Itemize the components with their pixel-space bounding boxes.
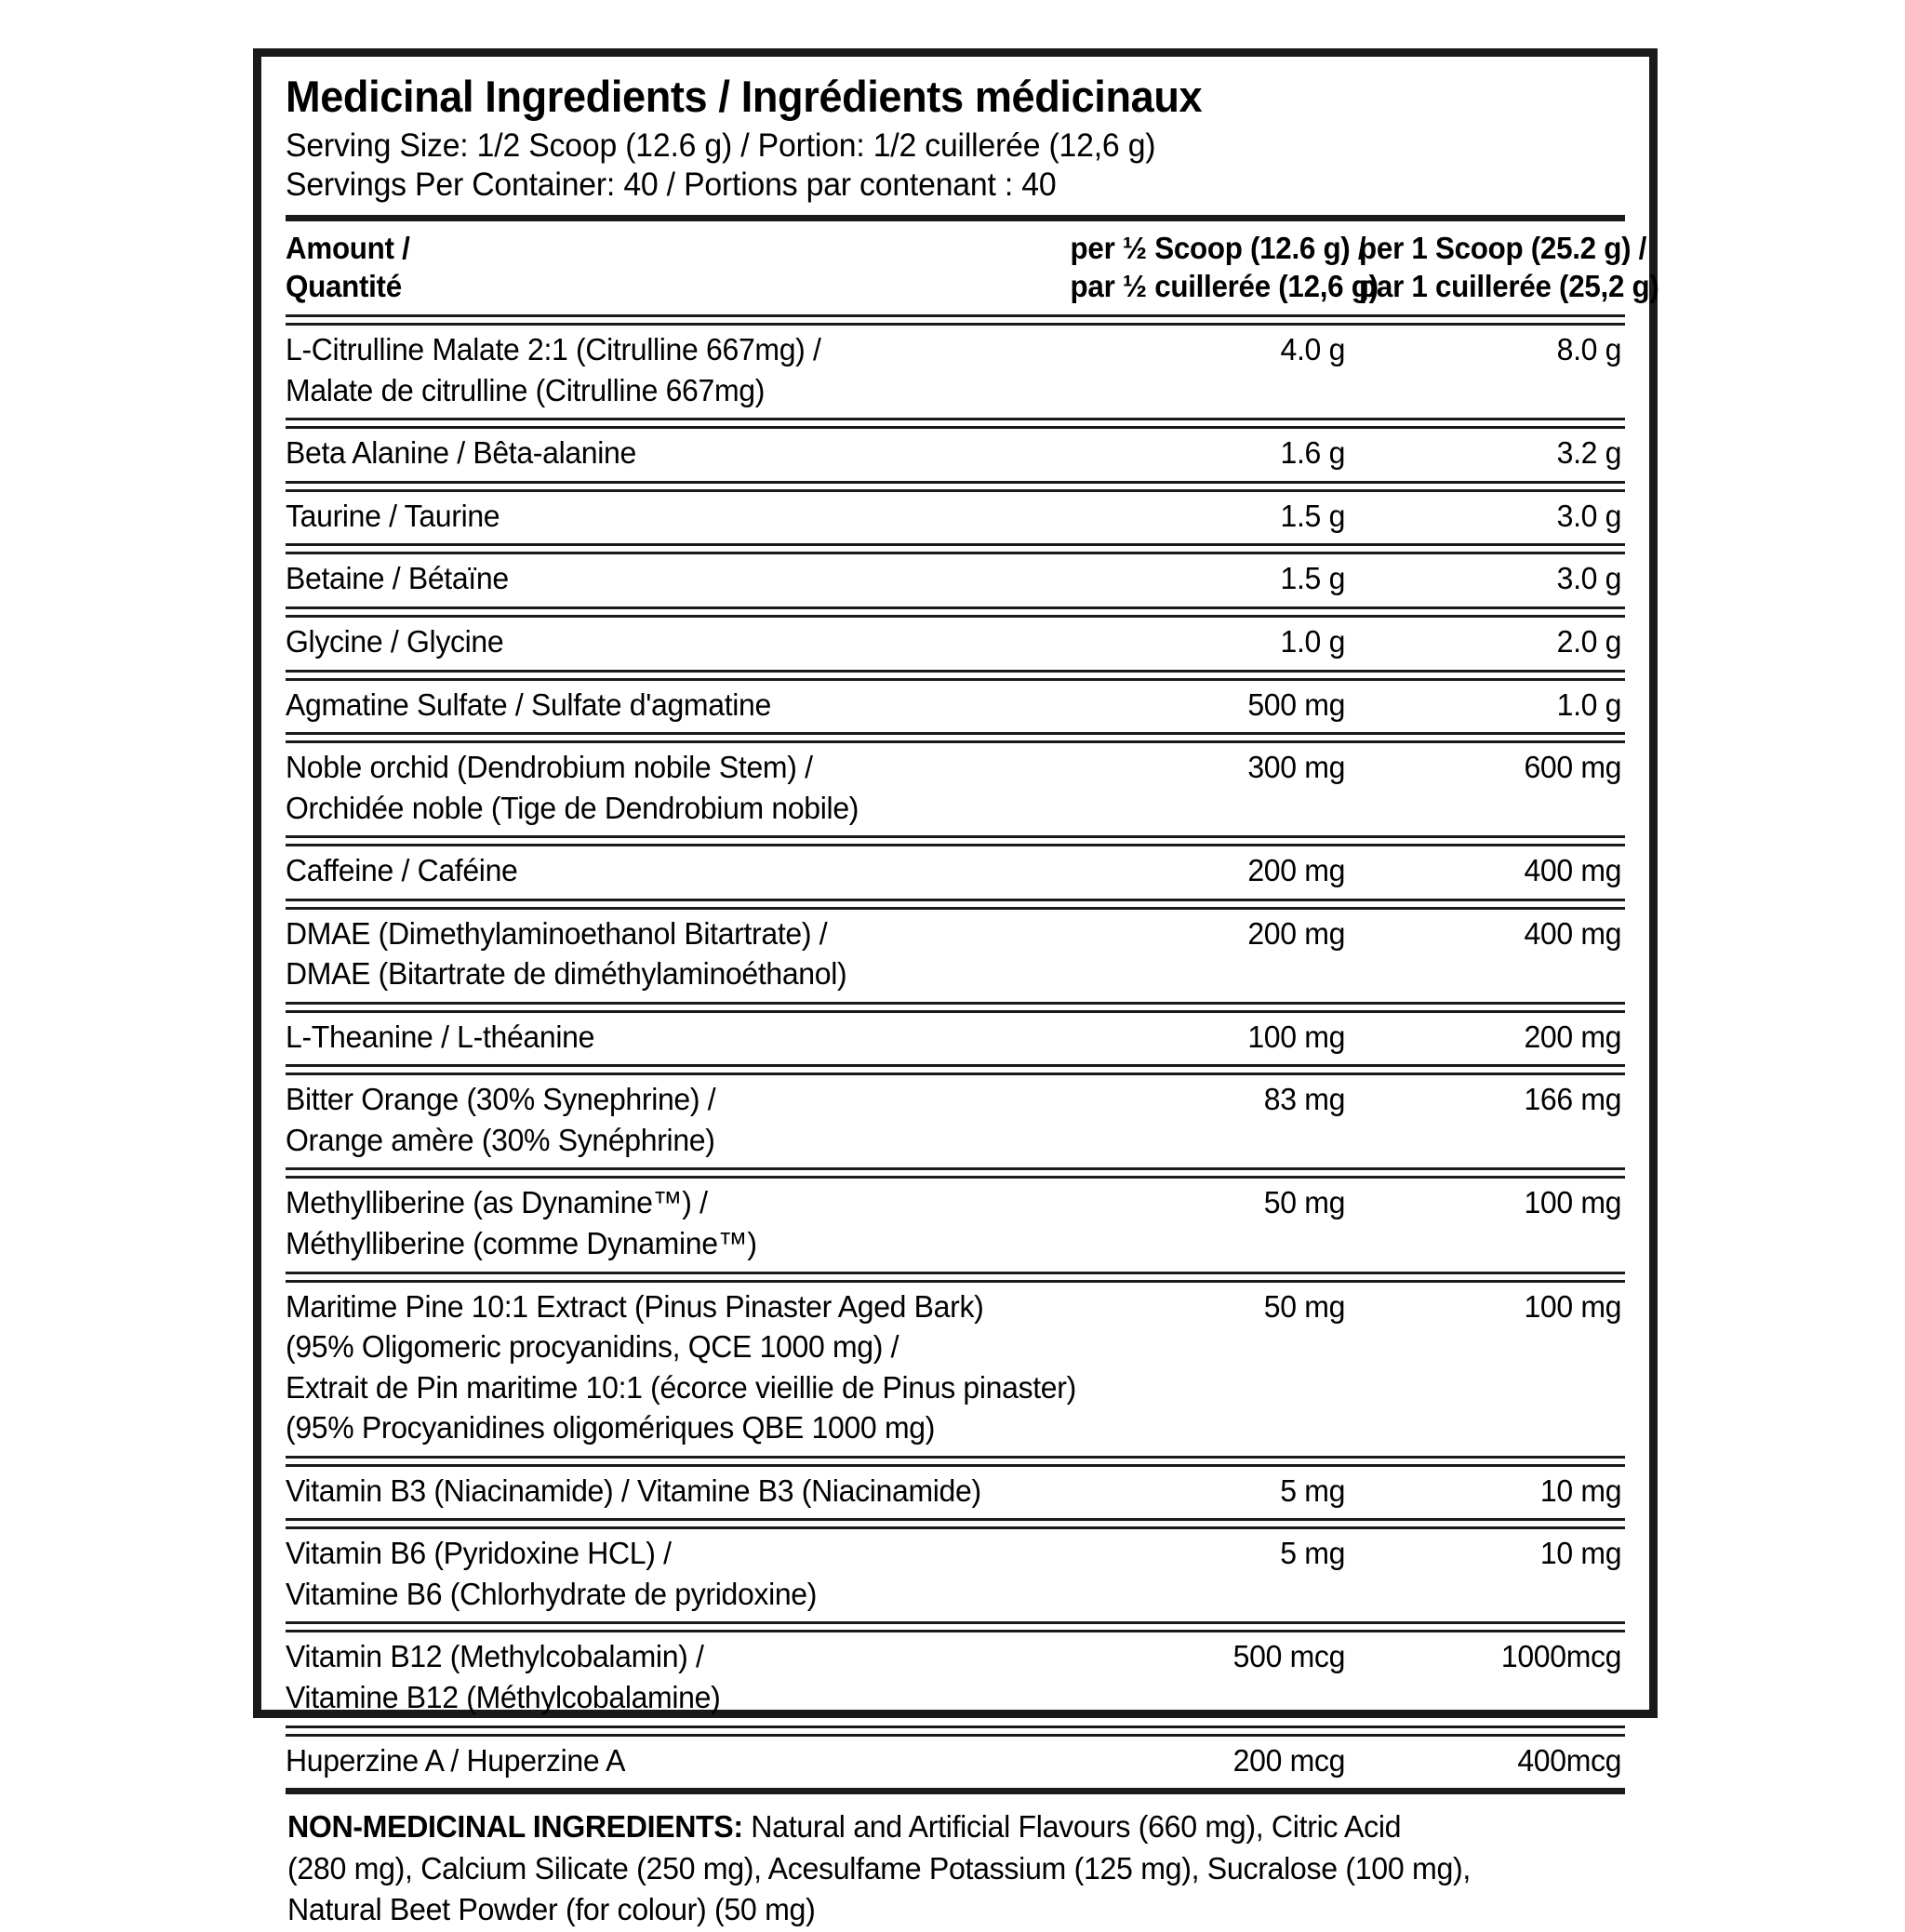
row-separator	[286, 1167, 1625, 1179]
amount-half-scoop: 200 mg	[1247, 854, 1346, 889]
table-row	[286, 554, 1625, 606]
table-row	[286, 1283, 1625, 1456]
amount-full-scoop-cell	[1345, 492, 1625, 544]
ingredient-name-line: DMAE (Bitartrate de diméthylaminoéthanol)	[286, 957, 847, 993]
ingredient-name-cell	[286, 554, 1056, 606]
amount-full-scoop-cell	[1345, 554, 1625, 606]
ingredient-name-cell	[286, 1632, 1056, 1725]
table-row	[286, 1737, 1625, 1789]
amount-full-scoop: 3.0 g	[1556, 562, 1622, 597]
row-separator-cell	[286, 1002, 1625, 1013]
amount-half-scoop: 1.0 g	[1280, 625, 1346, 660]
row-separator-cell	[286, 732, 1625, 743]
amount-half-scoop-cell	[1056, 681, 1345, 733]
amount-half-scoop: 100 mg	[1247, 1019, 1346, 1055]
amount-full-scoop-cell	[1345, 1529, 1625, 1621]
ingredient-name-cell	[286, 910, 1056, 1002]
amount-full-scoop: 100 mg	[1524, 1186, 1622, 1221]
amount-half-scoop: 5 mg	[1280, 1473, 1346, 1509]
header-top-rule	[286, 215, 1625, 221]
amount-full-scoop: 400 mg	[1524, 916, 1622, 952]
amount-full-scoop-cell	[1345, 1283, 1625, 1456]
row-separator-cell	[286, 1456, 1625, 1467]
amount-full-scoop: 200 mg	[1524, 1019, 1622, 1055]
ingredient-name-line: Vitamine B6 (Chlorhydrate de pyridoxine)	[286, 1577, 818, 1612]
table-row	[286, 1179, 1625, 1271]
amount-full-scoop-cell	[1345, 743, 1625, 835]
row-separator-bar	[286, 314, 1625, 326]
table-row	[286, 910, 1625, 1002]
table-row	[286, 743, 1625, 835]
row-separator	[286, 314, 1625, 326]
ingredient-name-cell	[286, 1529, 1056, 1621]
amount-half-scoop: 500 mcg	[1232, 1640, 1346, 1675]
amount-full-scoop: 2.0 g	[1556, 625, 1622, 660]
table-row	[286, 1529, 1625, 1621]
row-separator-cell	[286, 670, 1625, 681]
supplement-facts-panel	[253, 48, 1659, 1928]
row-separator-bar	[286, 899, 1625, 910]
amount-half-scoop: 200 mcg	[1232, 1743, 1346, 1779]
amount-full-scoop-cell	[1345, 910, 1625, 1002]
ingredient-name	[286, 1283, 1076, 1456]
row-separator-cell	[286, 314, 1625, 326]
ingredient-name-line: Huperzine A / Huperzine A	[286, 1743, 626, 1779]
row-separator-bar	[286, 481, 1625, 492]
amount-full-scoop: 100 mg	[1524, 1289, 1622, 1325]
amount-half-scoop-cell	[1056, 492, 1345, 544]
row-separator-bar	[286, 1272, 1625, 1283]
amount-full-scoop-cell	[1345, 618, 1625, 670]
serving-size-line: Serving Size: 1/2 Scoop (12.6 g) / Portion: 1/2 cuillerée (12,6 g)	[286, 127, 1156, 164]
ingredient-name-line: (95% Oligomeric procyanidins, QCE 1000 mg) /	[286, 1330, 899, 1366]
row-separator-bar	[286, 1064, 1625, 1075]
ingredient-name-line: Noble orchid (Dendrobium nobile Stem) /	[286, 751, 813, 786]
ingredient-name-line: Extrait de Pin maritime 10:1 (écorce vieillie de Pinus pinaster)	[286, 1370, 1076, 1406]
nmi-text-1: Natural and Artificial Flavours (660 mg), Citric Acid	[742, 1810, 1402, 1845]
ingredient-name-cell	[286, 846, 1056, 899]
amount-half-scoop-cell	[1056, 1013, 1345, 1065]
amount-full-scoop-cell	[1345, 1632, 1625, 1725]
amount-half-scoop-cell	[1056, 1179, 1345, 1271]
amount-half-scoop: 300 mg	[1247, 751, 1346, 786]
row-separator	[286, 670, 1625, 681]
amount-half-scoop-cell	[1056, 1467, 1345, 1519]
ingredient-name	[286, 1529, 1021, 1621]
amount-full-scoop-cell	[1345, 1737, 1625, 1789]
ingredient-name-line: Malate de citrulline (Citrulline 667mg)	[286, 373, 766, 408]
row-separator	[286, 606, 1625, 618]
nmi-line-2: (280 mg), Calcium Silicate (250 mg), Acesulfame Potassium (125 mg), Sucralose (100 mg),	[287, 1851, 1471, 1886]
ingredient-name-line: (95% Procyanidines oligomériques QBE 1000 mg)	[286, 1411, 936, 1446]
ingredient-name	[286, 1179, 1021, 1271]
row-separator-cell	[286, 543, 1625, 554]
ingredient-name	[286, 326, 1021, 418]
amount-full-scoop: 400mcg	[1517, 1743, 1622, 1779]
table-header-row	[286, 221, 1625, 314]
ingredient-name-line: Bitter Orange (30% Synephrine) /	[286, 1083, 716, 1118]
amount-half-scoop-cell	[1056, 429, 1345, 481]
ingredient-name	[286, 618, 1021, 670]
amount-half-scoop-cell	[1056, 910, 1345, 1002]
table-row	[286, 326, 1625, 418]
ingredient-name	[286, 1075, 1021, 1167]
row-separator-cell	[286, 1518, 1625, 1529]
ingredient-name-cell	[286, 1283, 1076, 1456]
row-separator	[286, 1064, 1625, 1075]
ingredient-name-line: Caffeine / Caféine	[286, 854, 518, 889]
row-separator	[286, 835, 1625, 846]
ingredient-name-line: Glycine / Glycine	[286, 625, 504, 660]
ingredient-name	[286, 429, 1021, 481]
amount-full-scoop: 600 mg	[1524, 751, 1622, 786]
column-header-full-scoop-line1: per 1 Scoop (25.2 g) /	[1359, 231, 1647, 266]
amount-half-scoop: 500 mg	[1247, 687, 1346, 723]
row-separator	[286, 1725, 1625, 1737]
row-separator-bar	[286, 835, 1625, 846]
amount-full-scoop-cell	[1345, 1467, 1625, 1519]
ingredient-name-cell	[286, 429, 1056, 481]
ingredient-name-line: Agmatine Sulfate / Sulfate d'agmatine	[286, 687, 771, 723]
row-separator-cell	[286, 1064, 1625, 1075]
row-separator	[286, 899, 1625, 910]
ingredient-name	[286, 554, 1021, 606]
table-row	[286, 1075, 1625, 1167]
amount-full-scoop-cell	[1345, 681, 1625, 733]
row-separator-cell	[286, 1725, 1625, 1737]
non-medicinal-ingredients	[286, 1794, 1625, 1932]
ingredient-name-line: Vitamin B12 (Methylcobalamin) /	[286, 1640, 704, 1675]
ingredient-name	[286, 846, 1021, 899]
ingredient-name-line: Vitamin B3 (Niacinamide) / Vitamine B3 (Niacinamide)	[286, 1473, 981, 1509]
ingredient-name-cell	[286, 618, 1056, 670]
ingredient-name	[286, 1737, 1021, 1789]
ingredient-name-line: Beta Alanine / Bêta-alanine	[286, 436, 636, 472]
column-header-full-scoop	[1359, 221, 1659, 314]
row-separator-bar	[286, 543, 1625, 554]
ingredients-table	[286, 221, 1659, 1788]
row-separator	[286, 1621, 1625, 1632]
ingredient-name-line: Méthylliberine (comme Dynamine™)	[286, 1227, 757, 1262]
ingredient-name-line: DMAE (Dimethylaminoethanol Bitartrate) /	[286, 916, 828, 952]
row-separator	[286, 1002, 1625, 1013]
ingredient-name-line: Methylliberine (as Dynamine™) /	[286, 1186, 708, 1221]
row-separator-cell	[286, 418, 1625, 429]
amount-full-scoop: 166 mg	[1524, 1083, 1622, 1118]
ingredient-name-cell	[286, 1467, 1056, 1519]
ingredient-name-line: Betaine / Bétaïne	[286, 562, 509, 597]
amount-half-scoop: 1.5 g	[1280, 562, 1346, 597]
ingredient-name-cell	[286, 681, 1056, 733]
panel-inner	[261, 57, 1659, 1928]
table-row	[286, 429, 1625, 481]
ingredient-name	[286, 1467, 1021, 1519]
ingredient-name-line: Maritime Pine 10:1 Extract (Pinus Pinaster Aged Bark)	[286, 1289, 984, 1325]
amount-full-scoop-cell	[1345, 429, 1625, 481]
amount-full-scoop: 8.0 g	[1556, 333, 1622, 368]
row-separator-cell	[286, 899, 1625, 910]
nmi-label: NON-MEDICINAL INGREDIENTS:	[287, 1810, 743, 1845]
amount-half-scoop-cell	[1056, 1529, 1345, 1621]
ingredient-name-line: Orange amère (30% Synéphrine)	[286, 1123, 715, 1158]
ingredient-name-line: Taurine / Taurine	[286, 499, 500, 534]
ingredient-name-cell	[286, 1737, 1056, 1789]
ingredient-name-line: L-Theanine / L-théanine	[286, 1019, 595, 1055]
row-separator-cell	[286, 1167, 1625, 1179]
column-header-half-scoop	[1070, 221, 1379, 314]
amount-full-scoop-cell	[1345, 1013, 1625, 1065]
column-header-half-scoop-line2: par ½ cuillerée (12,6 g)	[1070, 268, 1379, 303]
amount-half-scoop: 50 mg	[1263, 1289, 1346, 1325]
amount-full-scoop: 10 mg	[1539, 1537, 1622, 1572]
amount-full-scoop-cell	[1345, 326, 1625, 418]
amount-half-scoop: 1.5 g	[1280, 499, 1346, 534]
amount-half-scoop-cell	[1056, 326, 1345, 418]
row-separator-cell	[286, 1272, 1625, 1283]
amount-half-scoop-cell	[1056, 743, 1345, 835]
ingredient-name-cell	[286, 1179, 1056, 1271]
amount-full-scoop: 1000mcg	[1500, 1640, 1622, 1675]
ingredient-name-cell	[286, 492, 1056, 544]
amount-full-scoop-cell	[1345, 1075, 1625, 1167]
ingredient-name	[286, 910, 1021, 1002]
ingredient-name	[286, 1013, 1021, 1065]
column-header-amount-line1: Amount /	[286, 231, 410, 266]
row-separator-bar	[286, 418, 1625, 429]
amount-half-scoop-cell	[1056, 618, 1345, 670]
row-separator	[286, 1518, 1625, 1529]
ingredient-name-line: Vitamin B6 (Pyridoxine HCL) /	[286, 1537, 672, 1572]
amount-half-scoop-cell	[1056, 846, 1345, 899]
amount-full-scoop-cell	[1345, 846, 1625, 899]
row-separator	[286, 481, 1625, 492]
ingredient-name	[286, 743, 1021, 835]
ingredient-name-line: Vitamine B12 (Méthylcobalamine)	[286, 1680, 721, 1715]
amount-full-scoop: 10 mg	[1539, 1473, 1622, 1509]
ingredient-name	[286, 1632, 1021, 1725]
row-separator-bar	[286, 606, 1625, 618]
amount-full-scoop: 3.0 g	[1556, 499, 1622, 534]
table-row	[286, 1467, 1625, 1519]
row-separator-bar	[286, 1002, 1625, 1013]
row-separator-bar	[286, 1167, 1625, 1179]
row-separator	[286, 418, 1625, 429]
amount-half-scoop: 200 mg	[1247, 916, 1346, 952]
column-header-full-scoop-line2: par 1 cuillerée (25,2 g)	[1359, 268, 1659, 303]
table-row	[286, 492, 1625, 544]
amount-full-scoop: 400 mg	[1524, 854, 1622, 889]
row-separator	[286, 543, 1625, 554]
column-header-amount-line2: Quantité	[286, 268, 402, 303]
row-separator-bar	[286, 1456, 1625, 1467]
row-separator-bar	[286, 1725, 1625, 1737]
amount-half-scoop: 4.0 g	[1280, 333, 1346, 368]
ingredient-name-line: L-Citrulline Malate 2:1 (Citrulline 667mg) /	[286, 333, 821, 368]
ingredient-name-cell	[286, 1013, 1056, 1065]
row-separator-bar	[286, 1518, 1625, 1529]
amount-full-scoop-cell	[1345, 1179, 1625, 1271]
ingredient-name-cell	[286, 1075, 1056, 1167]
ingredient-name-line: Orchidée noble (Tige de Dendrobium nobile)	[286, 791, 859, 826]
servings-per-container-line: Servings Per Container: 40 / Portions par contenant : 40	[286, 167, 1057, 204]
amount-half-scoop: 1.6 g	[1280, 436, 1346, 472]
row-separator-bar	[286, 1621, 1625, 1632]
row-separator	[286, 732, 1625, 743]
amount-half-scoop: 5 mg	[1280, 1537, 1346, 1572]
table-row	[286, 1632, 1625, 1725]
row-separator-cell	[286, 481, 1625, 492]
nmi-line-1	[287, 1807, 1568, 1849]
row-separator	[286, 1272, 1625, 1283]
amount-half-scoop-cell	[1056, 1283, 1345, 1456]
page-title: Medicinal Ingredients / Ingrédients médicinaux	[286, 72, 1203, 121]
row-separator-cell	[286, 835, 1625, 846]
ingredient-name-cell	[286, 326, 1056, 418]
table-row	[286, 618, 1625, 670]
row-separator-bar	[286, 732, 1625, 743]
row-separator-cell	[286, 1621, 1625, 1632]
amount-half-scoop-cell	[1056, 1737, 1345, 1789]
table-row	[286, 681, 1625, 733]
ingredient-name	[286, 492, 1021, 544]
amount-half-scoop-cell	[1056, 554, 1345, 606]
column-header-half-scoop-line1: per ½ Scoop (12.6 g) /	[1070, 231, 1366, 266]
amount-full-scoop: 3.2 g	[1556, 436, 1622, 472]
amount-half-scoop-cell	[1056, 1632, 1345, 1725]
row-separator	[286, 1456, 1625, 1467]
table-row	[286, 1013, 1625, 1065]
ingredient-name-cell	[286, 743, 1056, 835]
ingredient-name	[286, 681, 1021, 733]
column-header-amount	[286, 221, 1018, 314]
table-row	[286, 846, 1625, 899]
amount-full-scoop: 1.0 g	[1556, 687, 1622, 723]
table-bottom-rule	[286, 1788, 1625, 1794]
amount-half-scoop: 83 mg	[1263, 1083, 1346, 1118]
amount-half-scoop-cell	[1056, 1075, 1345, 1167]
nmi-line-3: Natural Beet Powder (for colour) (50 mg)	[287, 1893, 816, 1928]
row-separator-cell	[286, 606, 1625, 618]
row-separator-bar	[286, 670, 1625, 681]
amount-half-scoop: 50 mg	[1263, 1186, 1346, 1221]
